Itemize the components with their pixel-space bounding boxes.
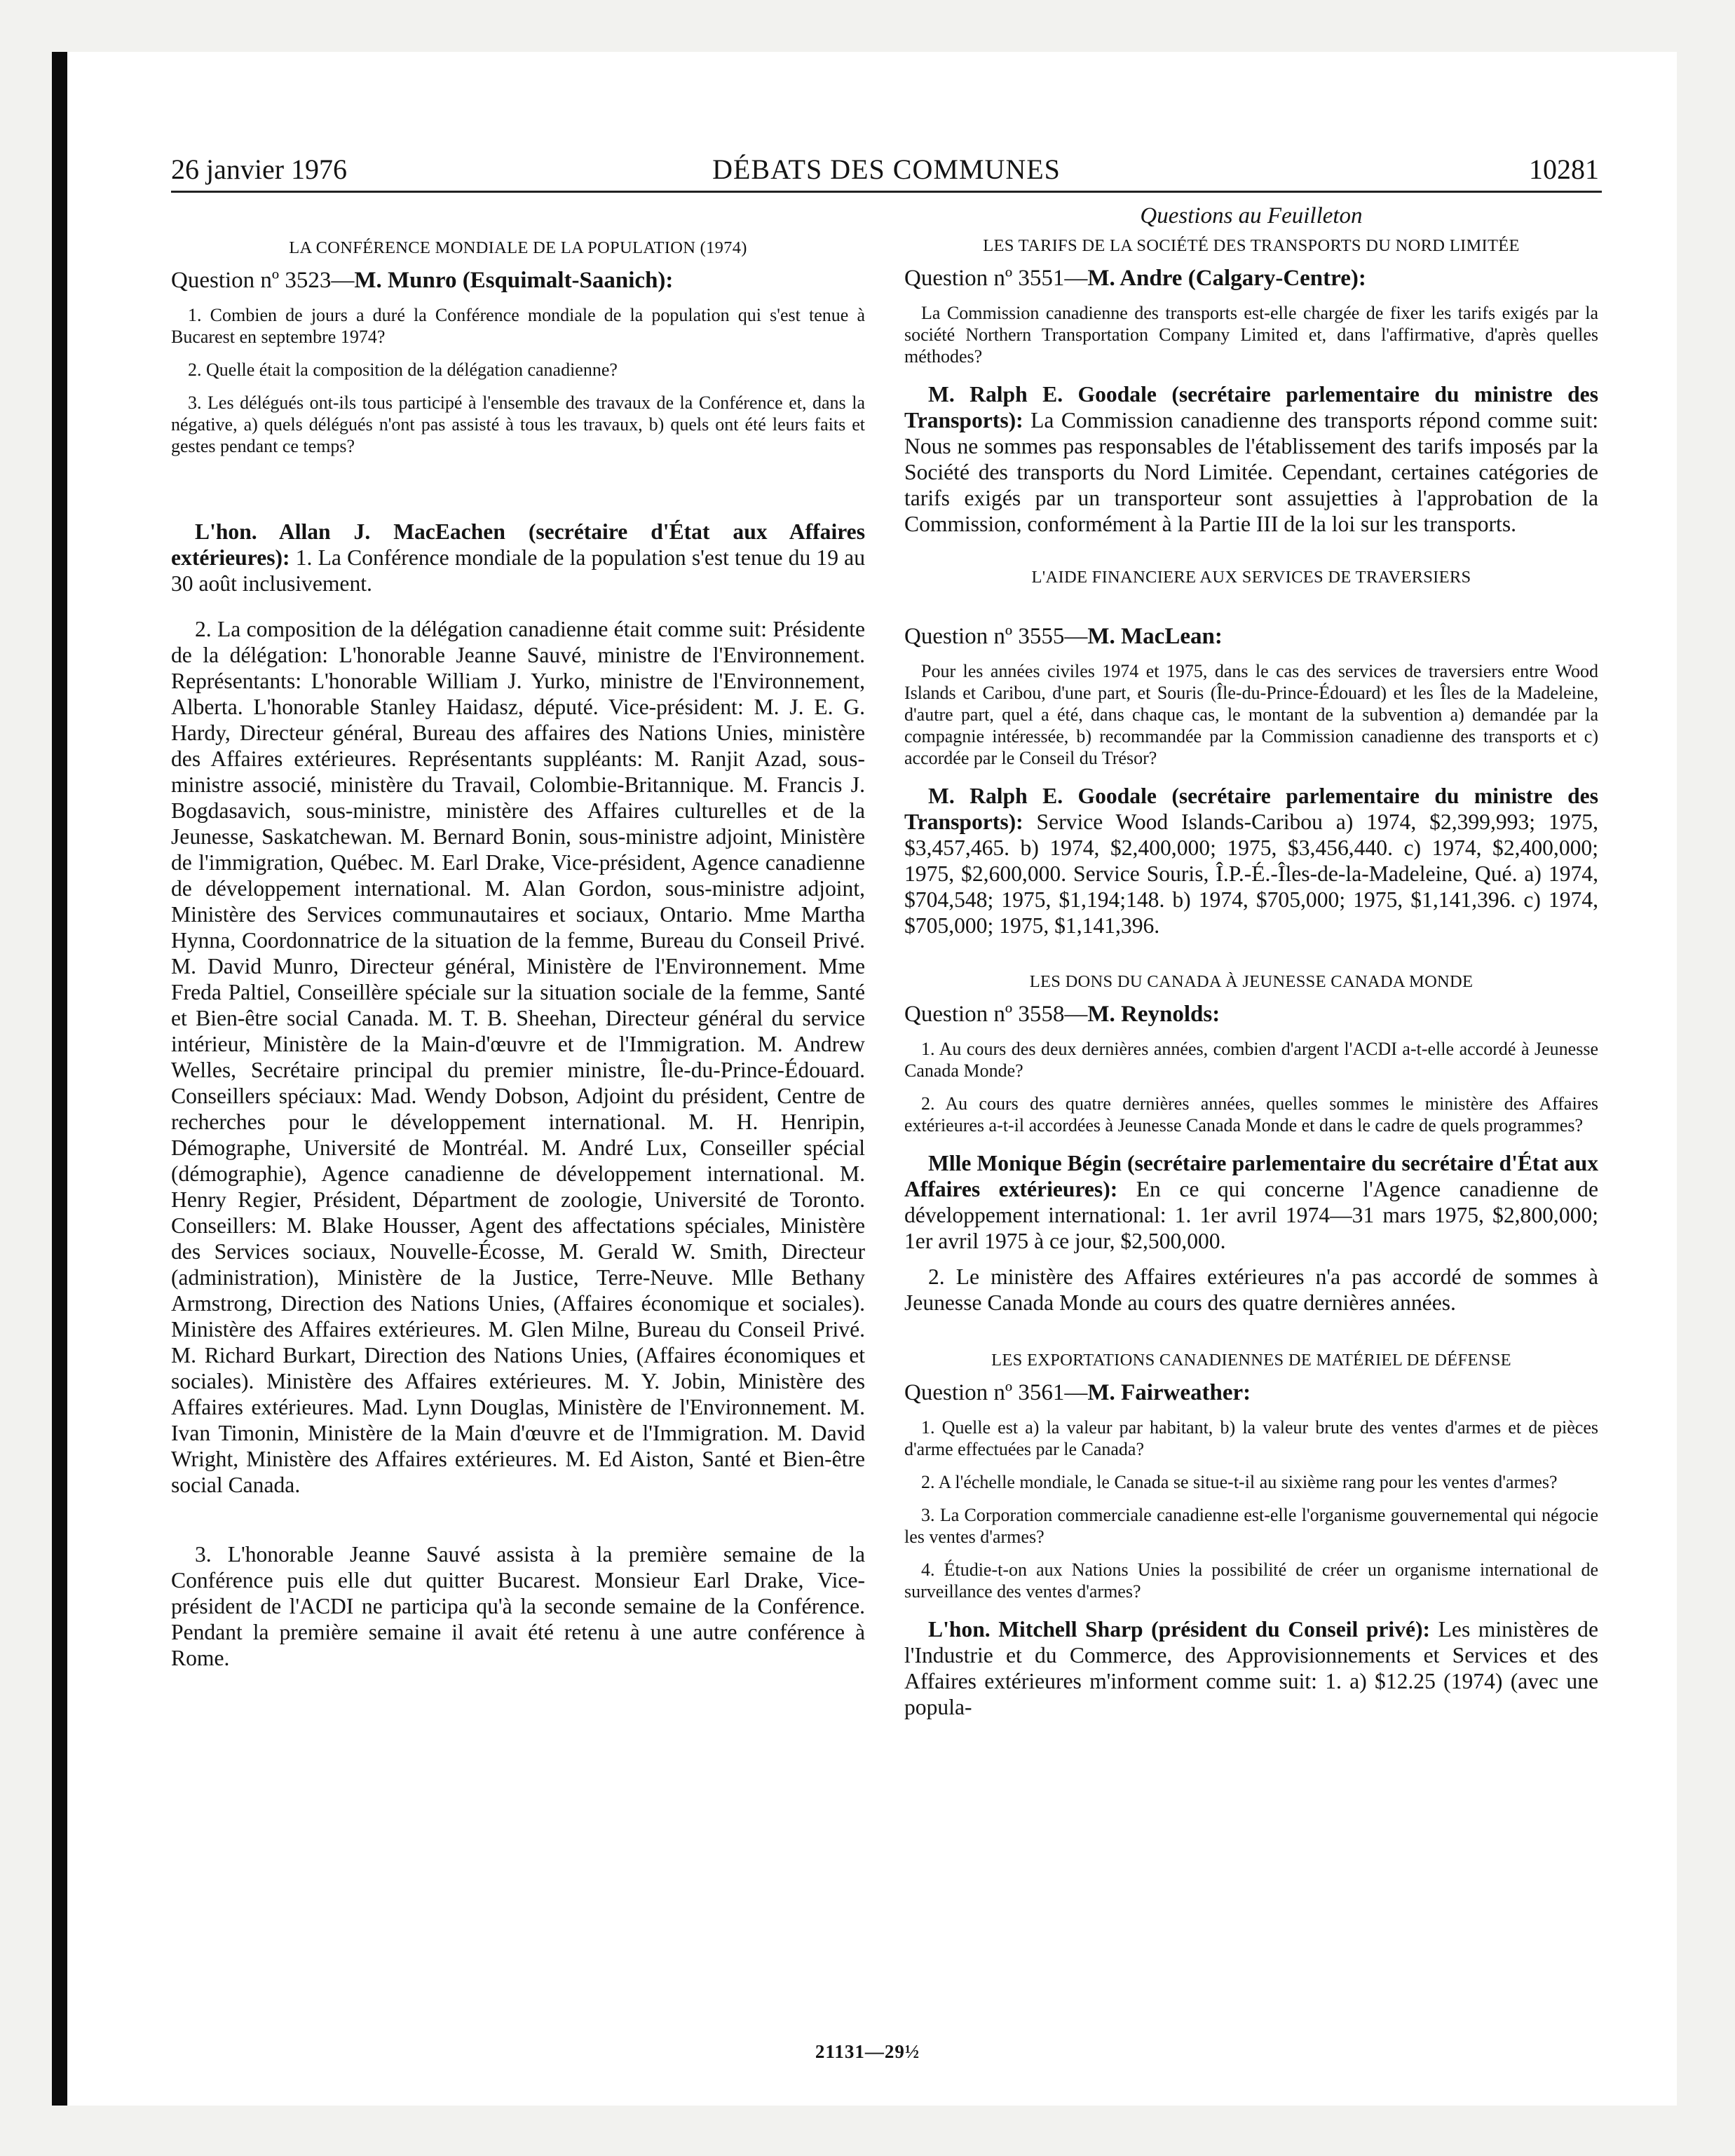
- question-label: Question nº 3523—: [171, 268, 355, 293]
- answer-text: La Commission canadienne des transports répond comme suit: Nous ne sommes pas responsables de l'établissement des tarifs imposés par la Société des transports du Nord Limitée. Cependant, certaines catégories de tarifs exigés par un transporteur sont assujetties à l'approbation de la Commission, conformément à la Partie III de la loi sur les transports.: [904, 408, 1599, 536]
- question-item: Pour les années civiles 1974 et 1975, dans le cas des services de traversiers entre Wood Islands et Caribou, d'une part, et Souris (Île-du-Prince-Édouard) et les Îles de la Madeleine, d'autre part, quel a été, dans chaque cas, le montant de la subvention a) demandée par la compagnie intéressée, b) recommandée par la Commission canadienne des transports et c) accordée par le Conseil du Trésor?: [904, 661, 1598, 768]
- running-head: Questions au Feuilleton: [1140, 203, 1363, 228]
- binding-edge: [52, 52, 67, 2106]
- answer-text: En ce qui concerne l'Agence canadienne de développement international: 1. 1er avril 1974—31 mars 1975, $2,800,000; 1er avril 1975 à ce jour, $2,500,000.: [904, 1177, 1598, 1253]
- question-heading: [904, 1379, 1598, 1407]
- question-item: 4. Étudie-t-on aux Nations Unies la possibilité de créer un organisme international de surveillance des ventes d'armes?: [904, 1560, 1598, 1602]
- question-text: [904, 660, 1598, 769]
- question-label: Question nº 3551—: [904, 266, 1088, 291]
- answer-paragraph: [904, 783, 1598, 939]
- right-column: [904, 203, 1598, 1720]
- answer-text: 1. La Conférence mondiale de la population s'est tenue du 19 au 30 août inclusivement.: [171, 545, 865, 596]
- page-number: 10281: [1529, 153, 1599, 185]
- answer-speaker: L'hon. Allan J. MacEachen (secrétaire d'État aux Affaires extérieures):: [171, 519, 865, 570]
- answer-speaker: M. Ralph E. Goodale (secrétaire parlementaire du ministre des Transports):: [904, 784, 1598, 834]
- question-label: Question nº 3558—: [904, 1002, 1088, 1027]
- question-item: 2. Au cours des quatre dernières années, quelles sommes le ministère des Affaires extérieures a-t-il accordées à Jeunesse Canada Monde et dans le cadre de quels programmes?: [904, 1093, 1598, 1135]
- question-text: [171, 304, 865, 457]
- section-title: LA CONFÉRENCE MONDIALE DE LA POPULATION (1974): [289, 238, 747, 257]
- question-heading: [904, 264, 1598, 292]
- section-title: LES TARIFS DE LA SOCIÉTÉ DES TRANSPORTS DU NORD LIMITÉE: [983, 236, 1520, 255]
- answer-paragraph: 2. Le ministère des Affaires extérieures n'a pas accordé de sommes à Jeunesse Canada Monde au cours des quatre dernières années.: [904, 1264, 1598, 1315]
- question-item: 1. Au cours des deux dernières années, combien d'argent l'ACDI a-t-elle accordé à Jeunesse Canada Monde?: [904, 1039, 1598, 1081]
- question-item: 2. A l'échelle mondiale, le Canada se situe-t-il au sixième rang pour les ventes d'armes?: [921, 1472, 1558, 1492]
- answer-text: Service Wood Islands-Caribou a) 1974, $2,399,993; 1975, $3,457,465. b) 1974, $2,400,000; 1975, $3,456,440. c) 1974, $2,400,000; 1975, $2,600,000. Service Souris, Î.P.-É.-Îles-de-la-Madeleine, Qué. a) 1974, $704,548; 1975, $1,194;148. b) 1974, $705,000; 1975, $1,141,396. c) 1974, $705,000; 1975, $1,141,396.: [904, 810, 1598, 938]
- question-text: [904, 1038, 1598, 1136]
- answer-paragraph: [904, 381, 1598, 537]
- answer-speaker: Mlle Monique Bégin (secrétaire parlementaire du secrétaire d'État aux Affaires extérieures):: [904, 1151, 1598, 1201]
- answer-paragraph: [171, 519, 865, 596]
- answer-text: Les ministères de l'Industrie et du Commerce, des Approvisionnements et Services et des Affaires extérieures m'informent comme suit: 1. a) $12.25 (1974) (avec une popula-: [904, 1617, 1598, 1719]
- answer-paragraph: [904, 1616, 1598, 1720]
- question-item: 1. Combien de jours a duré la Conférence mondiale de la population qui s'est tenue à Bucarest en septembre 1974?: [171, 305, 865, 347]
- question-label: Question nº 3555—: [904, 624, 1088, 649]
- section-title: L'AIDE FINANCIERE AUX SERVICES DE TRAVERSIERS: [1031, 568, 1471, 587]
- question-heading: [171, 266, 865, 294]
- footer-signature: 21131—29½: [815, 2041, 920, 2062]
- question-item: 3. Les délégués ont-ils tous participé à l'ensemble des travaux de la Conférence et, dans la négative, a) quels délégués n'ont pas assisté à tous les travaux, b) quels ont été leurs faits et gestes pendant ce temps?: [171, 393, 865, 456]
- answer-speaker: M. Ralph E. Goodale (secrétaire parlementaire du ministre des Transports):: [904, 382, 1598, 432]
- page-header: [171, 149, 1602, 193]
- section-title: LES EXPORTATIONS CANADIENNES DE MATÉRIEL DE DÉFENSE: [991, 1351, 1511, 1370]
- question-member: M. Munro (Esquimalt-Saanich):: [354, 268, 674, 293]
- answer-paragraph: 2. La composition de la délégation canadienne était comme suit: Présidente de la délégation: L'honorable Jeanne Sauvé, ministre de l'Environnement. Représentants: L'honorable William J. Yurko, ministre de l'Environnement, Alberta. L'honorable Stanley Haidasz, député. Vice-président: M. J. E. G. Hardy, Directeur général, Bureau des affaires des Nations Unies, ministère des Affaires extérieures. Représentants suppléants: M. Ranjit Azad, sous-ministre associé, ministère du Travail, Colombie-Britannique. M. Francis J. Bogdasavich, sous-ministre, ministère des Affaires culturelles et de la Jeunesse, Saskatchewan. M. Bernard Bonin, sous-ministre adjoint, Ministère de l'immigration, Québec. M. Earl Drake, Vice-président, Agence canadienne de développement international. M. Alan Gordon, sous-ministre adjoint, Ministère des Services communautaires et sociaux, Ontario. Mme Martha Hynna, Coordonnatrice de la situation de la femme, Bureau du Conseil Privé. M. David Munro, Directeur général, Ministère de l'Environnement. Mme Freda Paltiel, Conseillère spéciale sur la situation sociale de la femme, Santé et Bien-être social Canada. M. T. B. Sheehan, Directeur général du service intérieur, Ministère de la Main-d'œuvre et de l'Immigration. M. Andrew Welles, Secrétaire principal du premier ministre, Île-du-Prince-Édouard. Conseillers spéciaux: Mad. Wendy Dobson, Adjoint du président, Centre de recherches pour le développement international. M. H. Henripin, Démographe, Université de Montréal. M. André Lux, Conseiller spécial (démographie), Agence canadienne de développement international. M. Henry Regier, Président, Départment de zoologie, Université de Toronto. Conseillers: M. Blake Housser, Agent des affectations spéciales, Ministère des Services sociaux, Nouvelle-Écosse, M. Gerald W. Smith, Directeur (administration), Ministère de la Justice, Terre-Neuve. Mlle Bethany Armstrong, Direction des Nations Unies, (Affaires économique et sociales). Ministère des Affaires extérieures. M. Glen Milne, Bureau du Conseil Privé. M. Richard Burkart, Direction des Nations Unies, (Affaires économiques et sociales). Ministère des Affaires extérieures. M. Y. Jobin, Ministère des Affaires extérieures. Mad. Lynn Douglas, Ministère de l'Environnement. M. Ivan Timonin, Ministère de la Main d'œuvre et de l'Immigration. M. David Wright, Ministère des Affaires extérieures. M. Ed Aiston, Santé et Bien-être social Canada.: [171, 617, 865, 1497]
- question-item: La Commission canadienne des transports est-elle chargée de fixer les tarifs exigés par la société Northern Transportation Company Limited et, dans l'affirmative, d'après quelles méthodes?: [904, 303, 1598, 367]
- question-member: M. Reynolds:: [1087, 1002, 1220, 1027]
- question-heading: [904, 622, 1598, 650]
- question-text: [904, 302, 1598, 367]
- question-item: 1. Quelle est a) la valeur par habitant, b) la valeur brute des ventes d'armes et de pièces d'arme effectuées par le Canada?: [904, 1417, 1598, 1459]
- question-heading: [904, 1000, 1598, 1028]
- header-title: DÉBATS DES COMMUNES: [712, 153, 1061, 185]
- header-date: 26 janvier 1976: [171, 153, 348, 185]
- question-member: M. MacLean:: [1087, 624, 1223, 649]
- question-item: 2. Quelle était la composition de la délégation canadienne?: [188, 360, 618, 380]
- question-item: 3. La Corporation commerciale canadienne est-elle l'organisme gouvernemental qui négocie les ventes d'armes?: [904, 1505, 1598, 1547]
- answer-speaker: L'hon. Mitchell Sharp (président du Conseil privé):: [928, 1617, 1431, 1642]
- answer-paragraph: 3. L'honorable Jeanne Sauvé assista à la première semaine de la Conférence puis elle dut quitter Bucarest. Monsieur Earl Drake, Vice-président de l'ACDI ne participa qu'à la seconde semaine de la Conférence. Pendant la première semaine il avait été retenu à une autre conférence à Rome.: [171, 1542, 865, 1670]
- answer-paragraph: [904, 1150, 1598, 1254]
- left-column: [171, 203, 865, 1671]
- question-member: M. Andre (Calgary-Centre):: [1087, 266, 1366, 291]
- question-text: [904, 1417, 1598, 1602]
- question-label: Question nº 3561—: [904, 1380, 1088, 1405]
- question-member: M. Fairweather:: [1087, 1380, 1251, 1405]
- section-title: LES DONS DU CANADA À JEUNESSE CANADA MONDE: [1029, 972, 1474, 991]
